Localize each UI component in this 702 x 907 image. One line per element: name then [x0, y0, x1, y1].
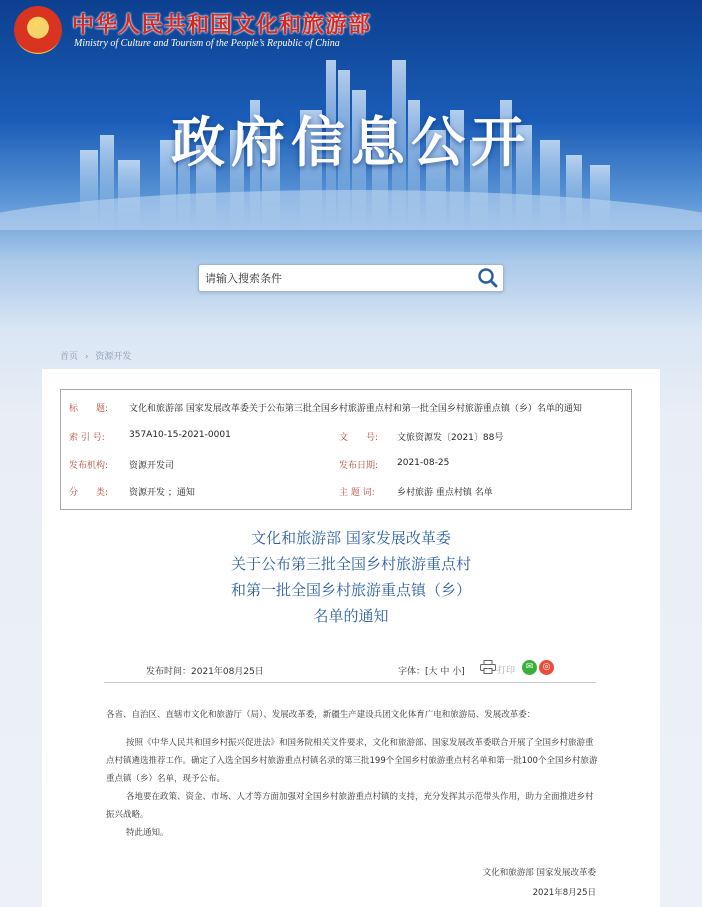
meta-index-label: 索 引 号:: [69, 433, 105, 443]
search-icon[interactable]: [477, 267, 499, 289]
meta-subject-label: 主 题 词:: [339, 488, 375, 498]
print-label: 打印: [497, 666, 516, 676]
ministry-name-en: Ministry of Culture and Tourism of the People’s Republic of China: [74, 38, 340, 49]
document-title: [42, 525, 660, 629]
meta-title-label: 标 题:: [69, 404, 109, 414]
breadcrumb: [60, 349, 131, 362]
meta-date-value: 2021-08-25: [397, 458, 450, 468]
print-button[interactable]: [480, 660, 520, 676]
publish-date: 发布时间：2021年08月25日: [146, 667, 264, 677]
meta-subject-value: 乡村旅游 重点村镇 名单: [397, 488, 493, 498]
document-body: [106, 706, 598, 842]
body-paragraph: 特此通知。: [126, 828, 169, 838]
document-title-line: 和第一批全国乡村旅游重点镇（乡）: [230, 581, 471, 599]
wechat-share-icon[interactable]: ✉: [522, 660, 537, 675]
meta-category-label: 分 类:: [69, 488, 109, 498]
body-paragraph: 按照《中华人民共和国乡村振兴促进法》和国务院相关文件要求，文化和旅游部、国家发展改革委联合开展了全国乡村旅游重点村镇遴选推荐工作。确定了入选全国乡村旅游重点村镇名录的第三批199个全国乡村旅游重点村名单和第一批100个全国乡村旅游重点镇（乡）名单，现予公布。: [106, 738, 598, 784]
font-size-control[interactable]: 字体：[大 中 小]: [398, 667, 465, 677]
meta-title-value: 文化和旅游部 国家发展改革委关于公布第三批全国乡村旅游重点村和第一批全国乡村旅游重点镇（乡）名单的通知: [129, 404, 582, 414]
meta-issuer-value: 资源开发司: [129, 461, 175, 471]
publish-info-bar: [104, 659, 596, 683]
body-paragraph: 各地要在政策、资金、市场、人才等方面加强对全国乡村旅游重点村镇的支持，充分发挥其示范带头作用，助力全面推进乡村振兴战略。: [106, 792, 594, 820]
breadcrumb-home-link[interactable]: 首页: [60, 352, 79, 362]
breadcrumb-separator: ›: [84, 352, 89, 362]
document-title-line: 文化和旅游部 国家发展改革委: [251, 529, 451, 547]
national-emblem-icon[interactable]: [14, 6, 62, 54]
printer-icon: [480, 660, 496, 674]
meta-index-value: 357A10-15-2021-0001: [129, 430, 231, 440]
weibo-share-icon[interactable]: ◎: [539, 660, 554, 675]
meta-date-label: 发布日期:: [339, 461, 379, 471]
body-salutation: 各省、自治区、直辖市文化和旅游厅（局）、发展改革委，新疆生产建设兵团文化体育广电和旅游局、发展改革委：: [106, 710, 536, 720]
document-metadata-table: [60, 389, 632, 510]
breadcrumb-current-link[interactable]: 资源开发: [95, 352, 132, 362]
site-header: [0, 0, 702, 230]
document-title-line: 关于公布第三批全国乡村旅游重点村: [230, 555, 471, 573]
ministry-name-cn[interactable]: 中华人民共和国文化和旅游部: [72, 12, 372, 38]
search-input[interactable]: [199, 265, 469, 291]
meta-docno-label: 文 号:: [339, 433, 379, 443]
article-card: [42, 369, 660, 907]
meta-category-value: 资源开发 ；通知: [129, 488, 195, 498]
banner-title: 政府信息公开: [171, 111, 531, 174]
meta-issuer-label: 发布机构:: [69, 461, 109, 471]
search-box: [198, 264, 504, 292]
signature-block: [483, 863, 596, 903]
meta-docno-value: 文旅资源发〔2021〕88号: [397, 433, 504, 443]
document-title-line: 名单的通知: [313, 607, 389, 625]
signature-date: 2021年8月25日: [532, 888, 596, 898]
signature-org: 文化和旅游部 国家发展改革委: [482, 868, 596, 878]
